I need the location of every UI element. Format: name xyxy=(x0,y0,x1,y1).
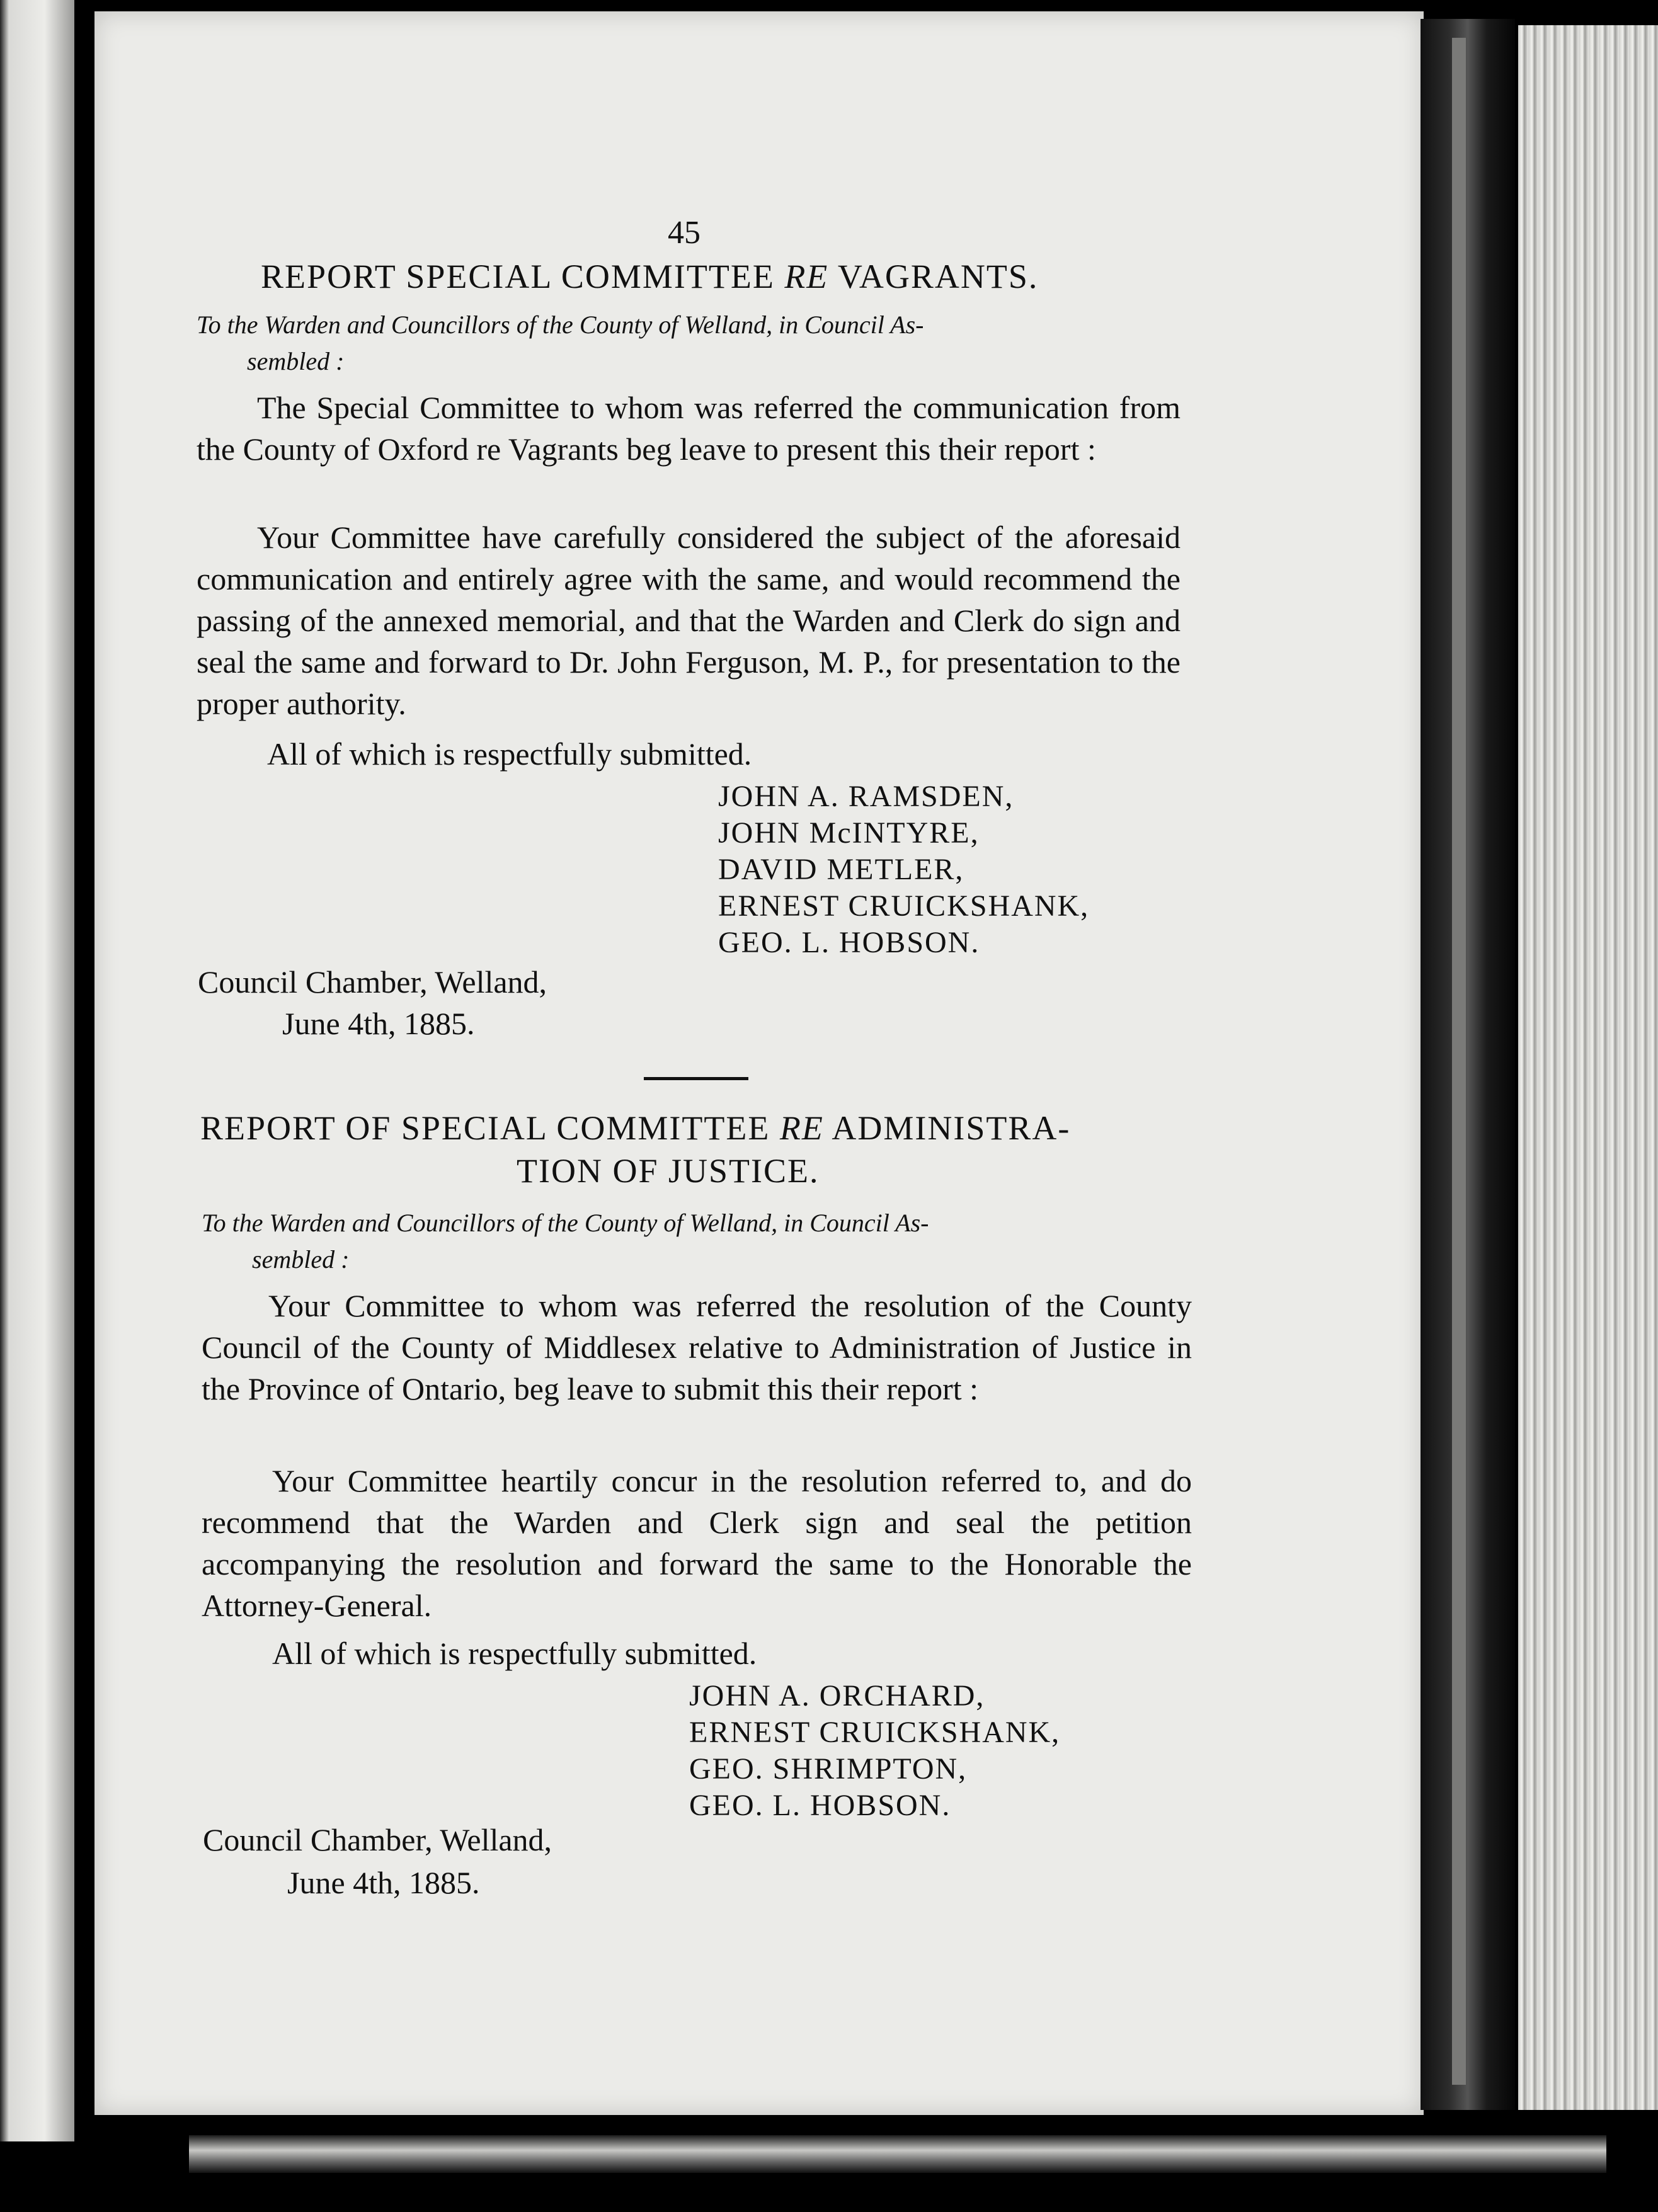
page-number: 45 xyxy=(668,215,700,251)
report2-title-re: RE xyxy=(779,1109,824,1147)
report2-submitted: All of which is respectfully submitted. xyxy=(272,1636,757,1671)
report1-place: Council Chamber, Welland, xyxy=(198,964,547,1000)
signatory: JOHN A. ORCHARD, xyxy=(689,1679,985,1713)
signatory: JOHN A. RAMSDEN, xyxy=(718,780,1014,813)
report1-title-prefix: REPORT SPECIAL COMMITTEE xyxy=(261,258,775,295)
report2-signatories xyxy=(689,1678,1060,1824)
signatory: ERNEST CRUICKSHANK, xyxy=(689,1716,1061,1749)
report2-date: June 4th, 1885. xyxy=(287,1865,480,1900)
report2-place: Council Chamber, Welland, xyxy=(203,1822,552,1857)
report1-title-re: RE xyxy=(784,258,829,295)
report2-title-suffix: ADMINISTRA- xyxy=(832,1109,1071,1147)
report2-title-line2: TION OF JUSTICE. xyxy=(517,1152,820,1190)
report2-paragraph2: Your Committee heartily concur in the resolution referred to, and do recommend that the Warden and Clerk sign and seal the petition accompanying the resolution and forward the same to the Honorable the Attorney-General. xyxy=(202,1463,1192,1623)
report1-paragraph1: The Special Committee to whom was referred the communication from the County of Oxford re Vagrants beg leave to present this their report : xyxy=(197,390,1181,467)
report1-title-suffix: VAGRANTS. xyxy=(837,258,1039,295)
signatory: GEO. L. HOBSON. xyxy=(718,926,980,959)
report1-title xyxy=(261,257,1038,296)
report2-title-line1 xyxy=(200,1109,1070,1148)
report1-signatories xyxy=(718,778,1089,961)
signatory: GEO. L. HOBSON. xyxy=(689,1789,951,1822)
report1-date: June 4th, 1885. xyxy=(282,1006,475,1041)
signatory: GEO. SHRIMPTON, xyxy=(689,1752,968,1786)
signatory: ERNEST CRUICKSHANK, xyxy=(718,889,1090,923)
report2-address-line2: sembled : xyxy=(252,1245,350,1274)
report2-address-line1: To the Warden and Councillors of the County of Welland, in Council As- xyxy=(202,1209,929,1237)
report1-submitted: All of which is respectfully submitted. xyxy=(267,736,752,772)
report2-paragraph1: Your Committee to whom was referred the resolution of the County Council of the County of Middlesex relative to Administration of Justice in the Province of Ontario, beg leave to submit this their report : xyxy=(202,1288,1192,1406)
report1-address-line2: sembled : xyxy=(247,347,345,375)
signatory: DAVID METLER, xyxy=(718,853,964,886)
signatory: JOHN McINTYRE, xyxy=(718,816,980,850)
section-divider xyxy=(644,1077,748,1080)
report2-title-prefix: REPORT OF SPECIAL COMMITTEE xyxy=(200,1109,770,1147)
report1-address-line1: To the Warden and Councillors of the County of Welland, in Council As- xyxy=(197,311,924,339)
report1-paragraph2: Your Committee have carefully considered the subject of the aforesaid communication and entirely agree with the same, and would recommend the passing of the annexed memorial, and that the Warden and Clerk do sign and seal the same and forward to Dr. John Ferguson, M. P., for presentation to the proper authority. xyxy=(197,520,1181,721)
